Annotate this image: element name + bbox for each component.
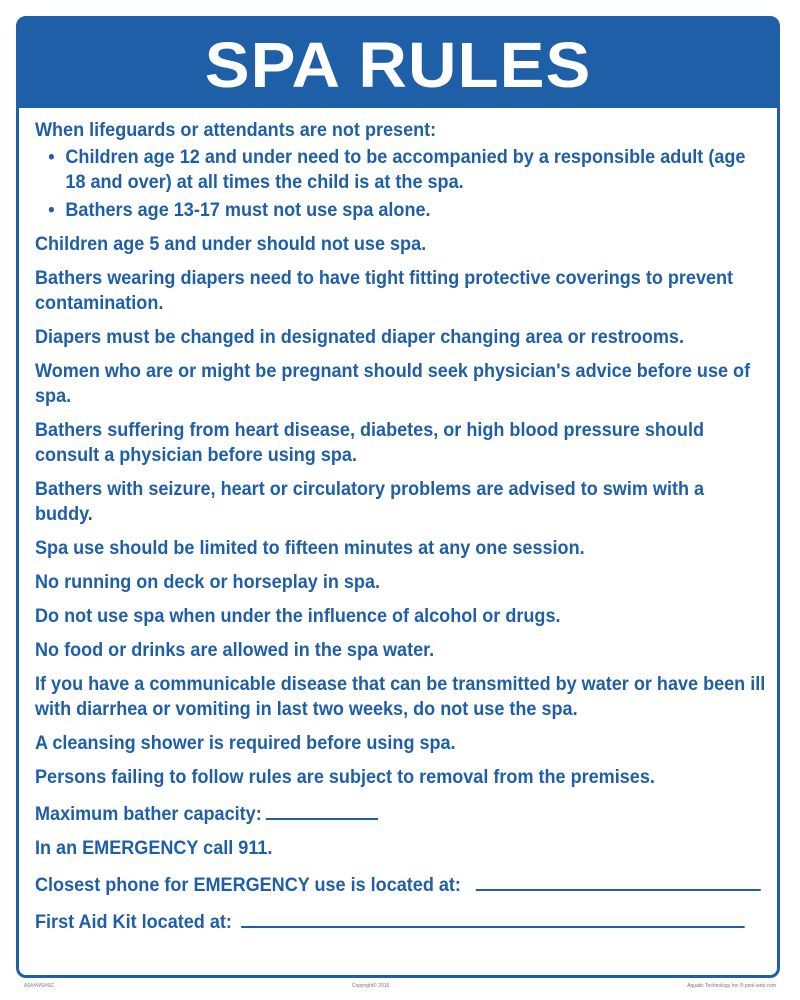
phone-label: Closest phone for EMERGENCY use is located at: [35, 875, 461, 896]
capacity-row [35, 799, 767, 827]
capacity-blank-line [266, 799, 378, 820]
first-aid-row [35, 907, 767, 935]
rule-item: A cleansing shower is required before using spa. [35, 733, 456, 754]
rule-item: No food or drinks are allowed in the spa water. [35, 640, 435, 661]
first-aid-blank-line [241, 907, 745, 928]
emergency-line: In an EMERGENCY call 911. [35, 838, 273, 859]
phone-row [35, 870, 767, 898]
footer-copyright: Copyright© 2016 [351, 983, 390, 989]
rule-item: Do not use spa when under the influence of alcohol or drugs. [35, 606, 561, 627]
footer-code: AS##WS#SC [24, 983, 55, 989]
rule-item: No running on deck or horseplay in spa. [35, 572, 381, 593]
bullet-item: • Bathers age 13-17 must not use spa alone. [48, 198, 766, 223]
first-aid-label: First Aid Kit located at: [35, 912, 232, 933]
rule-item: If you have a communicable disease that can be transmitted by water or have been ill with diarrhea or vomiting in last two weeks, do not use the spa. [35, 674, 766, 720]
rule-item: Bathers wearing diapers need to have tight fitting protective coverings to prevent contamination. [35, 268, 734, 314]
rule-item: Children age 5 and under should not use spa. [35, 234, 427, 255]
rule-item: Persons failing to follow rules are subject to removal from the premises. [35, 767, 655, 788]
rule-item: Bathers with seizure, heart or circulatory problems are advised to swim with a buddy. [35, 479, 705, 525]
footer [24, 983, 776, 995]
spa-rules-sign [16, 16, 780, 978]
rule-item: Women who are or might be pregnant should seek physician's advice before use of spa. [35, 361, 751, 407]
rule-item: Diapers must be changed in designated diaper changing area or restrooms. [35, 327, 684, 348]
capacity-label: Maximum bather capacity: [35, 804, 262, 825]
supervision-bullets [35, 145, 767, 223]
rule-item: Bathers suffering from heart disease, diabetes, or high blood pressure should consult a physician before using spa. [35, 420, 704, 466]
phone-blank-line [476, 870, 761, 891]
sign-title: SPA RULES [204, 28, 592, 101]
title-banner [19, 19, 777, 108]
supervision-intro: When lifeguards or attendants are not present: [35, 120, 437, 141]
rules-body [35, 118, 767, 944]
bullet-item: • Children age 12 and under need to be accompanied by a responsible adult (age 18 and over) at all times the child is at the spa. [48, 145, 766, 195]
rule-item: Spa use should be limited to fifteen minutes at any one session. [35, 538, 585, 559]
footer-publisher: Aquatic Technology Inc ® pool-web.com [687, 983, 776, 989]
